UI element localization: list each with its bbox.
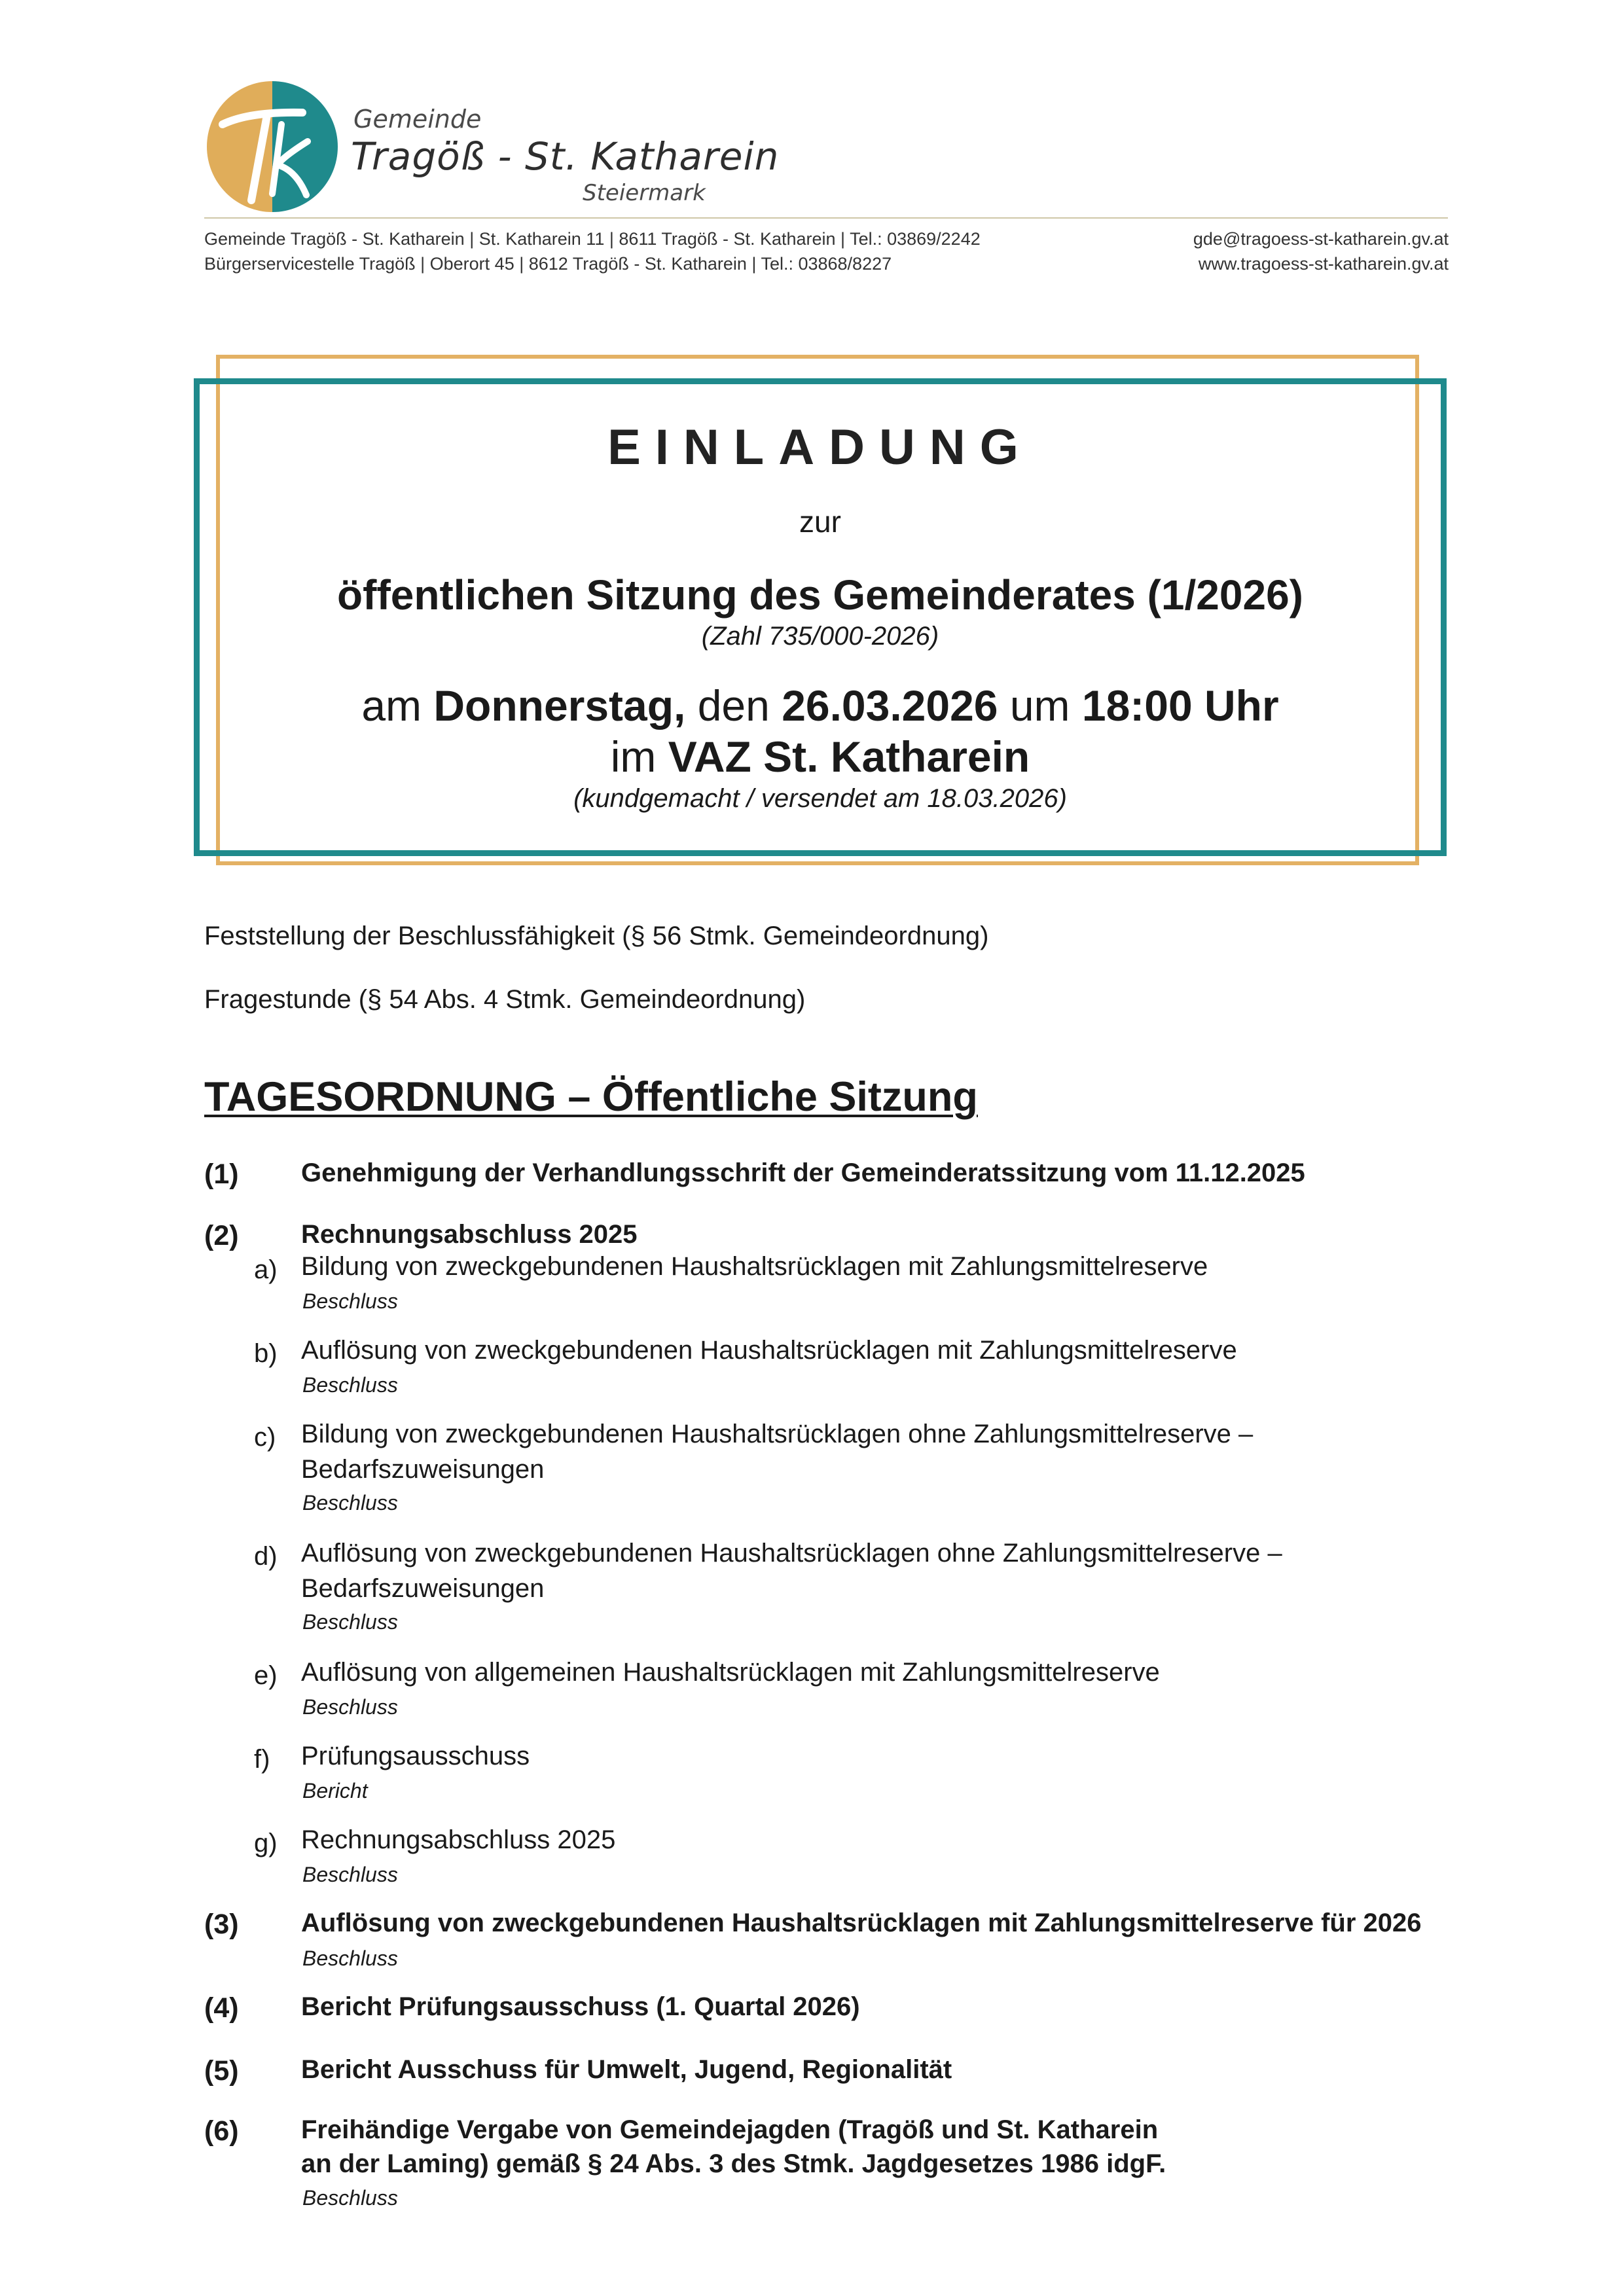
session-reference: (Zahl 735/000-2026) — [701, 622, 939, 651]
session-title: öffentlichen Sitzung des Gemeinderates (1/2026) — [337, 571, 1303, 619]
address-line-1: Gemeinde Tragöß - St. Katharein | St. Katharein 11 | 8611 Tragöß - St. Katharein | Tel.: 03869/2242 — [204, 229, 981, 249]
agenda-heading: TAGESORDNUNG – Öffentliche Sitzung — [204, 1074, 978, 1120]
subitem-text: Auflösung von allgemeinen Haushaltsrücklagen mit Zahlungsmittelreserve — [301, 1658, 1160, 1687]
subitem-note: Beschluss — [302, 1289, 398, 1313]
subitem-letter: b) — [254, 1339, 278, 1368]
subitem-note: Bericht — [302, 1779, 368, 1803]
contact-website[interactable]: www.tragoess-st-katharein.gv.at — [1198, 254, 1449, 274]
agenda-item-title: Genehmigung der Verhandlungsschrift der Gemeinderatssitzung vom 11.12.2025 — [301, 1158, 1305, 1187]
agenda-item-number: (6) — [204, 2115, 239, 2147]
session-place: VAZ St. Katharein — [668, 732, 1030, 781]
contact-email[interactable]: gde@tragoess-st-katharein.gv.at — [1193, 229, 1449, 249]
subitem-text-continued: Bedarfszuweisungen — [301, 1574, 545, 1603]
invitation-title: EINLADUNG — [607, 420, 1033, 475]
agenda-item-title: Bericht Prüfungsausschuss (1. Quartal 2026) — [301, 1992, 860, 2021]
subitem-letter: f) — [254, 1745, 270, 1774]
invitation-zur: zur — [799, 505, 841, 539]
session-date-line: am Donnerstag, den 26.03.2026 um 18:00 Uhr — [361, 681, 1279, 730]
session-date: 26.03.2026 — [782, 681, 998, 730]
session-time: 18:00 Uhr — [1081, 681, 1279, 730]
agenda-item-number: (4) — [204, 1992, 239, 2024]
subitem-text-continued: Bedarfszuweisungen — [301, 1455, 545, 1484]
agenda-item-title: Auflösung von zweckgebundenen Haushaltsrücklagen mit Zahlungsmittelreserve für 2026 — [301, 1909, 1422, 1937]
quorum-check: Feststellung der Beschlussfähigkeit (§ 56 Stmk. Gemeindeordnung) — [204, 922, 989, 950]
org-region: Steiermark — [583, 180, 706, 206]
announcement-date: (kundgemacht / versendet am 18.03.2026) — [573, 784, 1067, 813]
subitem-letter: c) — [254, 1423, 276, 1452]
subitem-text: Bildung von zweckgebundenen Haushaltsrücklagen mit Zahlungsmittelreserve — [301, 1252, 1208, 1281]
question-time: Fragestunde (§ 54 Abs. 4 Stmk. Gemeindeordnung) — [204, 985, 806, 1014]
subitem-text: Rechnungsabschluss 2025 — [301, 1825, 616, 1854]
address-line-2: Bürgerservicestelle Tragöß | Oberort 45 | 8612 Tragöß - St. Katharein | Tel.: 03868/8227 — [204, 254, 892, 274]
agenda-item-title-continued: an der Laming) gemäß § 24 Abs. 3 des Stmk. Jagdgesetzes 1986 idgF. — [301, 2149, 1166, 2178]
org-prefix: Gemeinde — [353, 105, 482, 134]
session-place-line: im VAZ St. Katharein — [610, 732, 1030, 781]
municipality-logo — [204, 79, 340, 215]
subitem-text: Bildung von zweckgebundenen Haushaltsrücklagen ohne Zahlungsmittelreserve – — [301, 1420, 1254, 1448]
agenda-item-number: (2) — [204, 1220, 239, 1251]
agenda-item-title: Bericht Ausschuss für Umwelt, Jugend, Regionalität — [301, 2055, 952, 2084]
subitem-letter: e) — [254, 1661, 278, 1690]
agenda-item-note: Beschluss — [302, 1946, 398, 1970]
agenda-item-number: (5) — [204, 2055, 239, 2087]
subitem-note: Beschluss — [302, 1610, 398, 1634]
subitem-letter: a) — [254, 1255, 278, 1284]
subitem-note: Beschluss — [302, 1373, 398, 1397]
agenda-item-number: (1) — [204, 1158, 239, 1190]
subitem-note: Beschluss — [302, 1863, 398, 1886]
org-name: Tragöß - St. Katharein — [351, 134, 780, 179]
agenda-item-title: Rechnungsabschluss 2025 — [301, 1220, 638, 1249]
agenda-item-note: Beschluss — [302, 2186, 398, 2210]
subitem-text: Auflösung von zweckgebundenen Haushaltsrücklagen mit Zahlungsmittelreserve — [301, 1336, 1237, 1365]
subitem-letter: d) — [254, 1542, 278, 1571]
header-divider — [204, 217, 1448, 219]
agenda-item-title: Freihändige Vergabe von Gemeindejagden (Tragöß und St. Katharein — [301, 2115, 1159, 2144]
subitem-text: Prüfungsausschuss — [301, 1742, 530, 1770]
session-day: Donnerstag, — [433, 681, 686, 730]
subitem-text: Auflösung von zweckgebundenen Haushaltsrücklagen ohne Zahlungsmittelreserve – — [301, 1539, 1282, 1568]
subitem-note: Beschluss — [302, 1695, 398, 1719]
subitem-note: Beschluss — [302, 1491, 398, 1515]
agenda-item-number: (3) — [204, 1909, 239, 1940]
subitem-letter: g) — [254, 1829, 278, 1857]
